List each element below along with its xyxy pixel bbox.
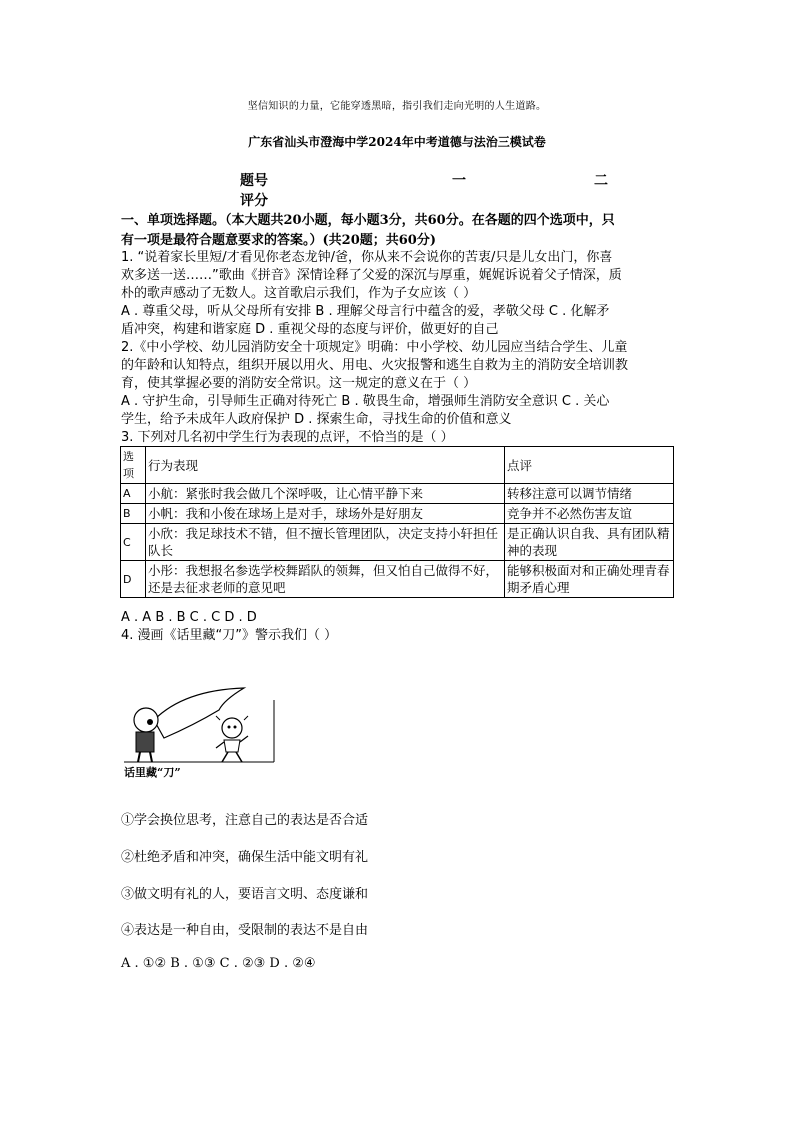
question-2-line: 育，使其掌握必要的消防安全常识。这一规定的意义在于（ ） xyxy=(121,376,477,391)
table-cell: 小欣：我足球技术不错，但不擅长管理团队，决定支持小轩担任队长 xyxy=(146,524,505,561)
table-row xyxy=(121,524,674,561)
statement-1: ①学会换位思考，注意自己的表达是否合适 xyxy=(121,813,369,828)
question-1-line: 欢多送一送……”歌曲《拼音》深情诠释了父爱的深沉与厚重，娓娓诉说着父子情深，质 xyxy=(121,268,622,283)
table-cell: C xyxy=(121,524,146,561)
table-header-cell: 点评 xyxy=(505,447,674,484)
table-cell: 是正确认识自我、具有团队精神的表现 xyxy=(505,524,674,561)
question-2-line: 2.《中小学校、幼儿园消防安全十项规定》明确：中小学校、幼儿园应当结合学生、儿童 xyxy=(121,340,628,355)
table-cell: 能够积极面对和正确处理青春期矛盾心理 xyxy=(505,561,674,598)
score-col-1: 一 xyxy=(452,173,466,189)
table-cell: A xyxy=(121,484,146,504)
motto-header: 坚信知识的力量，它能穿透黑暗，指引我们走向光明的人生道路。 xyxy=(247,101,547,112)
question-1 xyxy=(121,249,681,339)
question-1-line: 朴的歌声感动了无数人。这首歌启示我们，作为子女应该（ ） xyxy=(121,286,477,301)
question-3-stem: 3. 下列对几名初中学生行为表现的点评，不恰当的是（ ） xyxy=(121,430,454,445)
section-heading-line: 一、单项选择题。（本大题共20小题，每小题3分，共60分。在各题的四个选项中，只 xyxy=(121,213,615,228)
table-header-cell: 行为表现 xyxy=(146,447,505,484)
statement-3: ③做文明有礼的人，要语言文明、态度谦和 xyxy=(121,887,369,902)
table-cell: 小帆：我和小俊在球场上是对手，球场外是好朋友 xyxy=(146,504,505,524)
question-2-line: A . 守护生命，引导师生正确对待死亡 B . 敬畏生命，增强师生消防安全意识 C . 关心 xyxy=(121,394,610,409)
question-2-line: 的年龄和认知特点，组织开展以用火、用电、火灾报警和逃生自救为主的消防安全培训教 xyxy=(121,358,629,373)
score-row-label: 题号 xyxy=(240,173,268,189)
table-row xyxy=(121,484,674,504)
question-4-stem: 4. 漫画《话里藏“刀”》警示我们（ ） xyxy=(121,628,338,643)
table-cell: 小航：紧张时我会做几个深呼吸，让心情平静下来 xyxy=(146,484,505,504)
cartoon-caption: 话里藏“刀” xyxy=(124,766,181,779)
table-cell: 竞争并不必然伤害友谊 xyxy=(505,504,674,524)
table-cell: 转移注意可以调节情绪 xyxy=(505,484,674,504)
score-label: 评分 xyxy=(240,193,268,209)
statement-2: ②杜绝矛盾和冲突，确保生活中能文明有礼 xyxy=(121,850,369,865)
statement-4: ④表达是一种自由，受限制的表达不是自由 xyxy=(121,923,369,938)
exam-title: 广东省汕头市澄海中学2024年中考道德与法治三模试卷 xyxy=(248,135,546,149)
cartoon-image xyxy=(124,680,276,780)
table-cell: D xyxy=(121,561,146,598)
section-heading xyxy=(121,211,681,251)
question-1-line: 1. “说着家长里短/才看见你老态龙钟/爸，你从来不会说你的苦衷/只是儿女出门，你喜 xyxy=(121,250,613,265)
question-4-options: A . ①② B . ①③ C . ②③ D . ②④ xyxy=(121,956,316,971)
table-row xyxy=(121,561,674,598)
question-1-line: A . 尊重父母，听从父母所有安排 B . 理解父母言行中蕴含的爱，孝敬父母 C . 化解矛 xyxy=(121,304,610,319)
table-row xyxy=(121,504,674,524)
question-2-line: 学生，给予未成年人政府保护 D . 探索生命，寻找生命的价值和意义 xyxy=(121,412,512,427)
table-header-cell: 选项 xyxy=(121,447,146,484)
question-2 xyxy=(121,339,681,429)
table-cell: 小彤：我想报名参选学校舞蹈队的领舞，但又怕自己做得不好，还是去征求老师的意见吧 xyxy=(146,561,505,598)
question-3-options: A . A B . B C . C D . D xyxy=(121,610,257,625)
score-col-2: 二 xyxy=(594,173,608,189)
question-1-line: 盾冲突，构建和谐家庭 D . 重视父母的态度与评价，做更好的自己 xyxy=(121,322,499,337)
table-header-row xyxy=(121,447,674,484)
table-cell: B xyxy=(121,504,146,524)
question-3-table xyxy=(120,446,674,598)
section-heading-line: 有一项是最符合题意要求的答案。）(共20题；共60分) xyxy=(121,233,436,248)
